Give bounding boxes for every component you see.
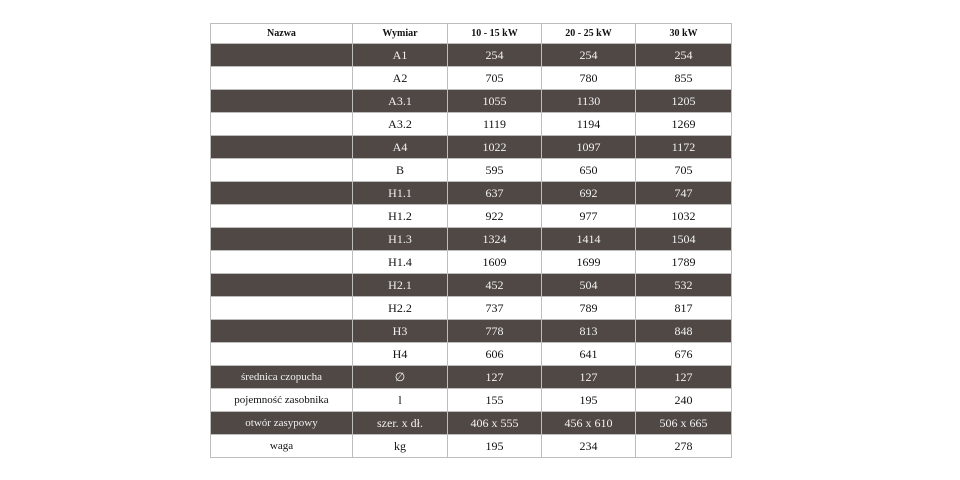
row-dimension-cell: H1.2 xyxy=(353,205,448,228)
row-name-cell: średnica czopucha xyxy=(211,366,353,389)
row-name-cell xyxy=(211,90,353,113)
row-value-30kw: 747 xyxy=(636,182,732,205)
row-value-30kw: 532 xyxy=(636,274,732,297)
row-value-20-25kw: 780 xyxy=(542,67,636,90)
row-value-20-25kw: 254 xyxy=(542,44,636,67)
table-header-row xyxy=(211,24,732,44)
row-value-20-25kw: 1194 xyxy=(542,113,636,136)
row-name-cell xyxy=(211,44,353,67)
row-dimension-cell: A3.1 xyxy=(353,90,448,113)
row-dimension-cell: H3 xyxy=(353,320,448,343)
row-value-30kw: 1504 xyxy=(636,228,732,251)
table-body xyxy=(211,44,732,458)
row-value-30kw: 1172 xyxy=(636,136,732,159)
row-dimension-cell: B xyxy=(353,159,448,182)
row-value-10-15kw: 195 xyxy=(448,435,542,458)
table-row xyxy=(211,343,732,366)
row-value-20-25kw: 650 xyxy=(542,159,636,182)
table-row xyxy=(211,159,732,182)
row-name-cell xyxy=(211,228,353,251)
row-value-10-15kw: 155 xyxy=(448,389,542,412)
row-dimension-cell: A1 xyxy=(353,44,448,67)
header-20-25kw: 20 - 25 kW xyxy=(542,24,636,44)
row-dimension-cell: H1.3 xyxy=(353,228,448,251)
row-name-cell: waga xyxy=(211,435,353,458)
table-row xyxy=(211,412,732,435)
row-name-cell xyxy=(211,320,353,343)
row-value-30kw: 817 xyxy=(636,297,732,320)
table-row xyxy=(211,113,732,136)
row-dimension-cell: H2.1 xyxy=(353,274,448,297)
row-value-20-25kw: 1130 xyxy=(542,90,636,113)
table-row xyxy=(211,67,732,90)
row-value-30kw: 855 xyxy=(636,67,732,90)
row-value-20-25kw: 1097 xyxy=(542,136,636,159)
row-value-10-15kw: 705 xyxy=(448,67,542,90)
row-value-10-15kw: 254 xyxy=(448,44,542,67)
row-value-30kw: 254 xyxy=(636,44,732,67)
row-name-cell xyxy=(211,113,353,136)
row-value-10-15kw: 922 xyxy=(448,205,542,228)
row-name-cell xyxy=(211,343,353,366)
row-value-30kw: 1032 xyxy=(636,205,732,228)
row-dimension-cell: A4 xyxy=(353,136,448,159)
row-value-30kw: 1789 xyxy=(636,251,732,274)
row-value-20-25kw: 456 x 610 xyxy=(542,412,636,435)
table-row xyxy=(211,435,732,458)
row-value-20-25kw: 977 xyxy=(542,205,636,228)
row-value-20-25kw: 504 xyxy=(542,274,636,297)
row-value-30kw: 1269 xyxy=(636,113,732,136)
row-name-cell xyxy=(211,205,353,228)
table-row xyxy=(211,366,732,389)
table-row xyxy=(211,205,732,228)
row-value-10-15kw: 737 xyxy=(448,297,542,320)
row-value-10-15kw: 406 x 555 xyxy=(448,412,542,435)
row-value-20-25kw: 1699 xyxy=(542,251,636,274)
row-value-30kw: 506 x 665 xyxy=(636,412,732,435)
row-value-30kw: 240 xyxy=(636,389,732,412)
row-value-20-25kw: 127 xyxy=(542,366,636,389)
row-dimension-cell: A2 xyxy=(353,67,448,90)
row-name-cell xyxy=(211,136,353,159)
row-name-cell xyxy=(211,297,353,320)
row-value-10-15kw: 1609 xyxy=(448,251,542,274)
row-value-10-15kw: 1119 xyxy=(448,113,542,136)
row-value-10-15kw: 606 xyxy=(448,343,542,366)
row-name-cell: otwór zasypowy xyxy=(211,412,353,435)
header-10-15kw: 10 - 15 kW xyxy=(448,24,542,44)
row-dimension-cell: H4 xyxy=(353,343,448,366)
row-value-20-25kw: 234 xyxy=(542,435,636,458)
row-value-20-25kw: 195 xyxy=(542,389,636,412)
header-30kw: 30 kW xyxy=(636,24,732,44)
header-nazwa: Nazwa xyxy=(211,24,353,44)
row-value-20-25kw: 641 xyxy=(542,343,636,366)
table-row xyxy=(211,90,732,113)
row-value-30kw: 705 xyxy=(636,159,732,182)
row-dimension-cell: H1.4 xyxy=(353,251,448,274)
row-name-cell xyxy=(211,67,353,90)
row-value-10-15kw: 452 xyxy=(448,274,542,297)
table-row xyxy=(211,320,732,343)
table-row xyxy=(211,44,732,67)
row-dimension-cell: H2.2 xyxy=(353,297,448,320)
row-name-cell xyxy=(211,182,353,205)
row-value-10-15kw: 1324 xyxy=(448,228,542,251)
row-dimension-cell: szer. x dł. xyxy=(353,412,448,435)
row-value-30kw: 127 xyxy=(636,366,732,389)
table-row xyxy=(211,251,732,274)
row-value-10-15kw: 778 xyxy=(448,320,542,343)
row-name-cell: pojemność zasobnika xyxy=(211,389,353,412)
row-dimension-cell: l xyxy=(353,389,448,412)
row-value-30kw: 278 xyxy=(636,435,732,458)
header-wymiar: Wymiar xyxy=(353,24,448,44)
row-dimension-cell: ∅ xyxy=(353,366,448,389)
table-row xyxy=(211,228,732,251)
dimensions-table xyxy=(210,23,732,458)
row-value-20-25kw: 813 xyxy=(542,320,636,343)
row-value-20-25kw: 1414 xyxy=(542,228,636,251)
row-value-30kw: 676 xyxy=(636,343,732,366)
row-name-cell xyxy=(211,159,353,182)
row-name-cell xyxy=(211,251,353,274)
table-row xyxy=(211,274,732,297)
row-name-cell xyxy=(211,274,353,297)
table-row xyxy=(211,297,732,320)
table-row xyxy=(211,182,732,205)
row-dimension-cell: A3.2 xyxy=(353,113,448,136)
row-value-10-15kw: 127 xyxy=(448,366,542,389)
row-dimension-cell: H1.1 xyxy=(353,182,448,205)
row-value-20-25kw: 692 xyxy=(542,182,636,205)
table-row xyxy=(211,389,732,412)
row-value-10-15kw: 637 xyxy=(448,182,542,205)
row-value-10-15kw: 1022 xyxy=(448,136,542,159)
row-value-20-25kw: 789 xyxy=(542,297,636,320)
row-value-30kw: 1205 xyxy=(636,90,732,113)
row-value-10-15kw: 1055 xyxy=(448,90,542,113)
row-dimension-cell: kg xyxy=(353,435,448,458)
row-value-10-15kw: 595 xyxy=(448,159,542,182)
row-value-30kw: 848 xyxy=(636,320,732,343)
table-row xyxy=(211,136,732,159)
